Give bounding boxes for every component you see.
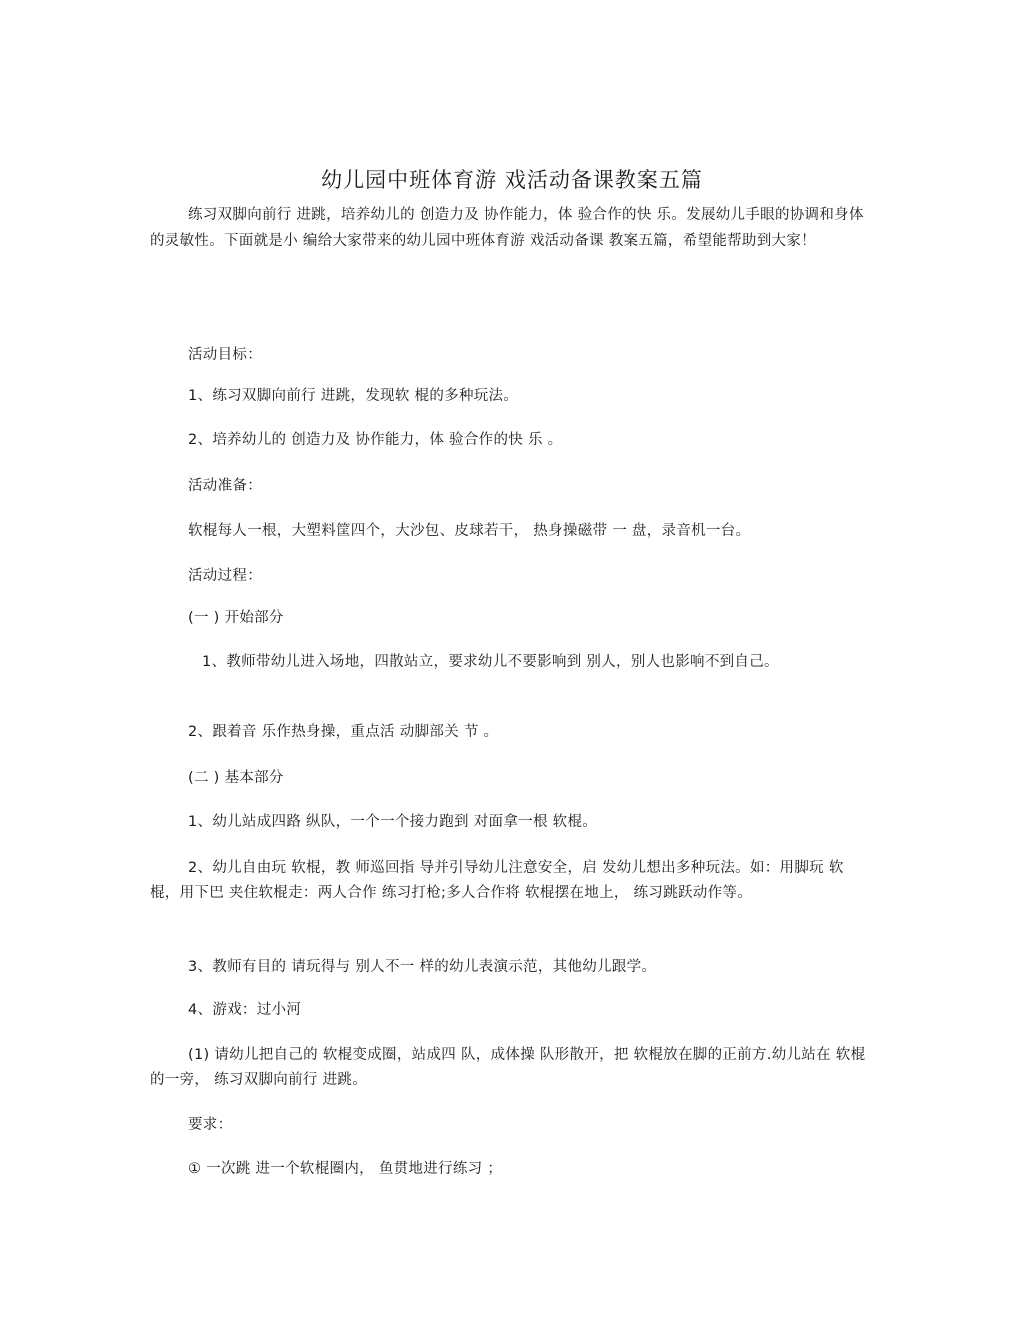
- intro-paragraph: 练习双脚向前行 进跳，培养幼儿的 创造力及 协作能力，体 验合作的快 乐。发展幼儿手眼的协调和身体的灵敏性。下面就是小 编给大家带来的幼儿园中班体育游 戏活动备课 教案五篇，希望能帮助到大家！: [150, 207, 864, 249]
- part-2-item-4: 4、游戏：过小河: [188, 1002, 302, 1018]
- part-2-item-2: 2、幼儿自由玩 软棍，教 师巡回指 导并引导幼儿注意安全，启 发幼儿想出多种玩法。如：用脚玩 软棍，用下巴 夹住软棍走：两人合作 练习打枪;多人合作将 软棍摆在地上， 练习跳跃动作等。: [150, 860, 844, 901]
- part-1-item-2: 2、跟着音 乐作热身操，重点活 动脚部关 节 。: [188, 724, 499, 740]
- part-1-item-1: 1、教师带幼儿进入场地，四散站立，要求幼儿不要影响到 别人，别人也影响不到自己。: [202, 654, 779, 670]
- process-heading: 活动过程：: [188, 568, 262, 584]
- goal-item-2: 2、培养幼儿的 创造力及 协作能力，体 验合作的快 乐 。: [188, 432, 563, 448]
- requirements-heading: 要求：: [188, 1117, 233, 1133]
- part-2-heading: (二 ) 基本部分: [188, 770, 284, 786]
- prep-text: 软棍每人一根，大塑料筐四个，大沙包、皮球若干， 热身操磁带 一 盘，录音机一台。: [188, 523, 751, 539]
- part-1-heading: (一 ) 开始部分: [188, 610, 284, 626]
- prep-heading: 活动准备：: [188, 478, 262, 494]
- goals-heading: 活动目标：: [188, 347, 262, 363]
- goal-item-1: 1、练习双脚向前行 进跳，发现软 棍的多种玩法。: [188, 388, 519, 404]
- part-2-item-1: 1、幼儿站成四路 纵队，一个一个接力跑到 对面拿一根 软棍。: [188, 814, 598, 830]
- requirement-item-1: ① 一次跳 进一个软棍圈内， 鱼贯地进行练习 ；: [188, 1161, 503, 1177]
- part-2-item-3: 3、教师有目的 请玩得与 别人不一 样的幼儿表演示范，其他幼儿跟学。: [188, 959, 657, 975]
- document-title: 幼儿园中班体育游 戏活动备课教案五篇: [321, 168, 703, 192]
- game-step-1: (1) 请幼儿把自己的 软棍变成圈，站成四 队，成体操 队形散开，把 软棍放在脚的正前方.幼儿站在 软棍的一旁， 练习双脚向前行 进跳。: [150, 1047, 866, 1088]
